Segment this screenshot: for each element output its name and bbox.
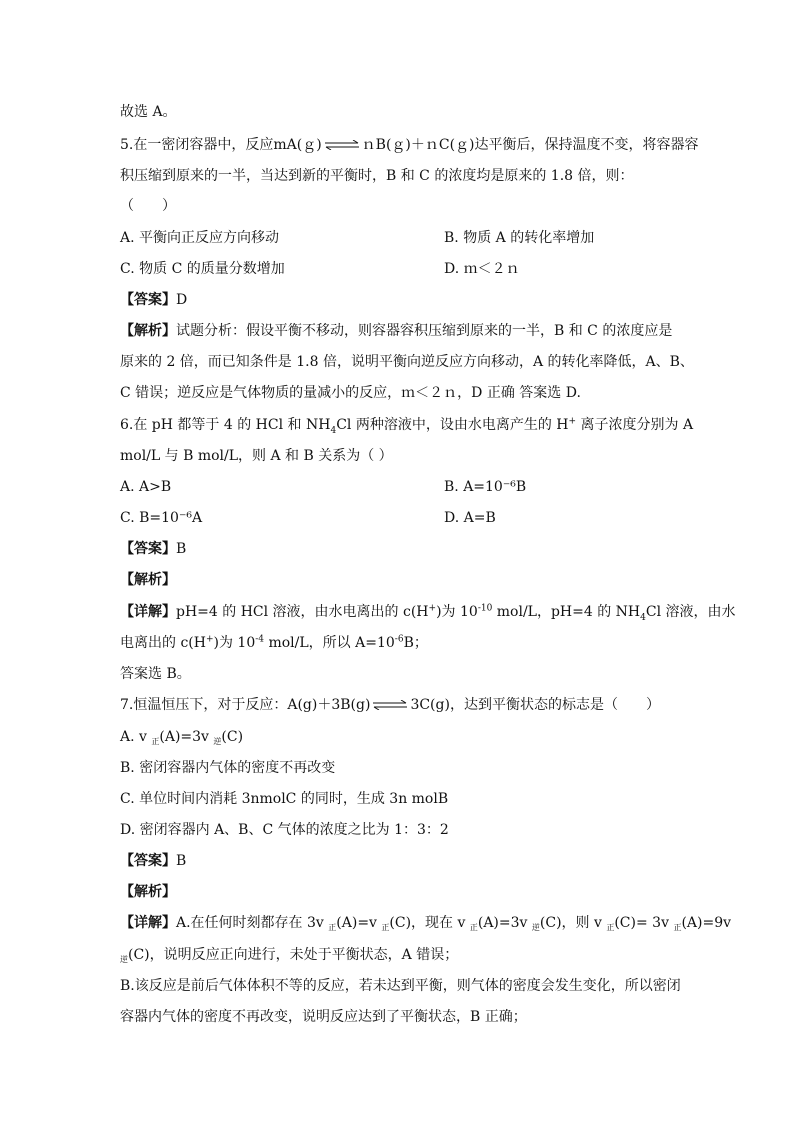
text-span: mol/L，所以 A=10 xyxy=(264,635,395,651)
superscript: -6 xyxy=(394,634,404,645)
text-span: Cl 溶液，由水 xyxy=(645,604,736,620)
subscript: 正 xyxy=(469,923,478,932)
subscript: 4 xyxy=(640,612,646,623)
text-span: 离子浓度分别为 A xyxy=(576,417,694,433)
text-line: 积压缩到原来的一半，当达到新的平衡时，B 和 C 的浓度均是原来的 1.8 倍，则： xyxy=(120,168,634,184)
superscript: + xyxy=(428,603,437,614)
text-span: )为 10 xyxy=(436,604,478,620)
answer-value: B xyxy=(176,853,187,869)
answer-line xyxy=(120,851,680,871)
text-span: A.在任何时刻都存在 3v xyxy=(176,915,329,931)
text-span: (C)，现在 v xyxy=(389,915,470,931)
text-line xyxy=(120,633,680,653)
text-span: (A)=3v xyxy=(159,729,214,745)
text-span: 3C(g)，达到平衡状态的标志是（ ） xyxy=(410,697,660,713)
text-span: 6.在 pH 都等于 4 的 HCl 和 NH xyxy=(120,417,331,433)
subscript: 正 xyxy=(673,923,682,932)
question-6-stem xyxy=(120,415,694,436)
option-a: A. 平衡向正反应方向移动 xyxy=(120,230,280,246)
option-d: D. A=B xyxy=(444,510,496,526)
text-span: (A)=9v xyxy=(681,915,732,931)
text-span: mol/L，pH=4 的 NH xyxy=(492,604,641,620)
text-span: A. v xyxy=(120,729,152,745)
detail-tag: 【详解】 xyxy=(120,915,176,931)
text-span: (A)=3v xyxy=(477,915,532,931)
question-7-stem xyxy=(120,695,680,715)
superscript: -4 xyxy=(255,634,265,645)
answer-tag: 【答案】 xyxy=(120,541,176,557)
text-line: 故选 A。 xyxy=(120,104,177,120)
text-span: 电离出的 c(H xyxy=(120,635,206,651)
equilibrium-arrow-icon xyxy=(324,140,360,150)
answer-tag: 【答案】 xyxy=(120,292,176,308)
explanation-tag: 【解析】 xyxy=(120,323,176,339)
answer-line xyxy=(120,290,680,310)
answer-tag: 【答案】 xyxy=(120,853,176,869)
explanation-tag xyxy=(120,570,680,590)
text-span: 【解析】 xyxy=(120,572,176,588)
option-c: C. 单位时间内消耗 3nmolC 的同时，生成 3n molB xyxy=(120,791,449,807)
text-line: C 错误；逆反应是气体物质的量减小的反应，ｍ＜２ｎ，D 正确 答案选 D. xyxy=(120,385,581,401)
subscript: 逆 xyxy=(531,923,540,932)
text-span: 5.在一密闭容器中，反应mA(ｇ) xyxy=(120,137,322,153)
subscript: 逆 xyxy=(120,955,128,964)
text-span: 试题分析：假设平衡不移动，则容器容积压缩到原来的一半，B 和 C 的浓度应是 xyxy=(176,323,673,339)
option-b: B. A=10⁻⁶B xyxy=(444,479,527,495)
text-span: ｎB(ｇ)＋ｎC(ｇ)达平衡后，保持温度不变，将容器容 xyxy=(361,137,699,153)
equilibrium-arrow-icon xyxy=(372,700,408,710)
text-span: (C)，说明反应正向进行，未处于平衡状态，A 错误； xyxy=(128,947,459,963)
text-span: (C)，则 v xyxy=(539,915,607,931)
text-span: 【解析】 xyxy=(120,884,176,900)
answer-value: B xyxy=(176,541,187,557)
detail-line xyxy=(120,602,736,623)
answer-blank: （ ） xyxy=(120,198,176,214)
explanation-tag xyxy=(120,882,680,902)
text-span: B； xyxy=(403,635,428,651)
answer-line xyxy=(120,539,680,559)
subscript: 正 xyxy=(606,923,615,932)
answer-value: D xyxy=(176,292,188,308)
text-line: 原来的 2 倍，而已知条件是 1.8 倍，说明平衡向逆反应方向移动，A 的转化率降低，A、B、 xyxy=(120,354,694,370)
text-span: (C) xyxy=(221,729,244,745)
superscript: -10 xyxy=(477,603,493,614)
option-b: B. 物质 A 的转化率增加 xyxy=(444,230,595,246)
text-line xyxy=(120,945,680,970)
text-span: (A)=v xyxy=(336,915,382,931)
text-span: (C)= 3v xyxy=(614,915,674,931)
superscript: + xyxy=(568,416,577,427)
detail-line xyxy=(120,913,732,938)
text-span: pH=4 的 HCl 溶液，由水电离出的 c(H xyxy=(176,604,429,620)
option-d: D. ｍ＜２ｎ xyxy=(444,261,520,277)
option-a: A. A>B xyxy=(120,479,172,495)
text-line: B.该反应是前后气体体积不等的反应，若未达到平衡，则气体的密度会发生变化，所以密闭 xyxy=(120,978,681,994)
text-line: mol/L 与 B mol/L，则 A 和 B 关系为（ ） xyxy=(120,448,393,464)
text-line: 答案选 B。 xyxy=(120,666,191,682)
text-line: 容器内气体的密度不再改变，说明反应达到了平衡状态，B 正确； xyxy=(120,1009,527,1025)
text-span: )为 10 xyxy=(213,635,256,651)
subscript: 正 xyxy=(328,923,337,932)
option-c: C. 物质 C 的质量分数增加 xyxy=(120,261,285,277)
subscript: 正 xyxy=(151,737,160,746)
text-span: 7.恒温恒压下，对于反应：A(g)＋3B(g) xyxy=(120,697,371,713)
detail-tag: 【详解】 xyxy=(120,604,176,620)
question-5-stem xyxy=(120,135,699,155)
option-a xyxy=(120,727,680,752)
option-d: D. 密闭容器内 A、B、C 气体的浓度之比为 1：3：2 xyxy=(120,822,449,838)
subscript: 逆 xyxy=(213,737,222,746)
option-c: C. B=10⁻⁶A xyxy=(120,510,203,526)
text-span: Cl 两种溶液中，设由水电离产生的 H xyxy=(336,417,569,433)
option-b: B. 密闭容器内气体的密度不再改变 xyxy=(120,760,336,776)
subscript: 4 xyxy=(330,425,337,436)
superscript: + xyxy=(205,634,214,645)
subscript: 正 xyxy=(381,923,390,932)
explanation-line xyxy=(120,321,680,341)
